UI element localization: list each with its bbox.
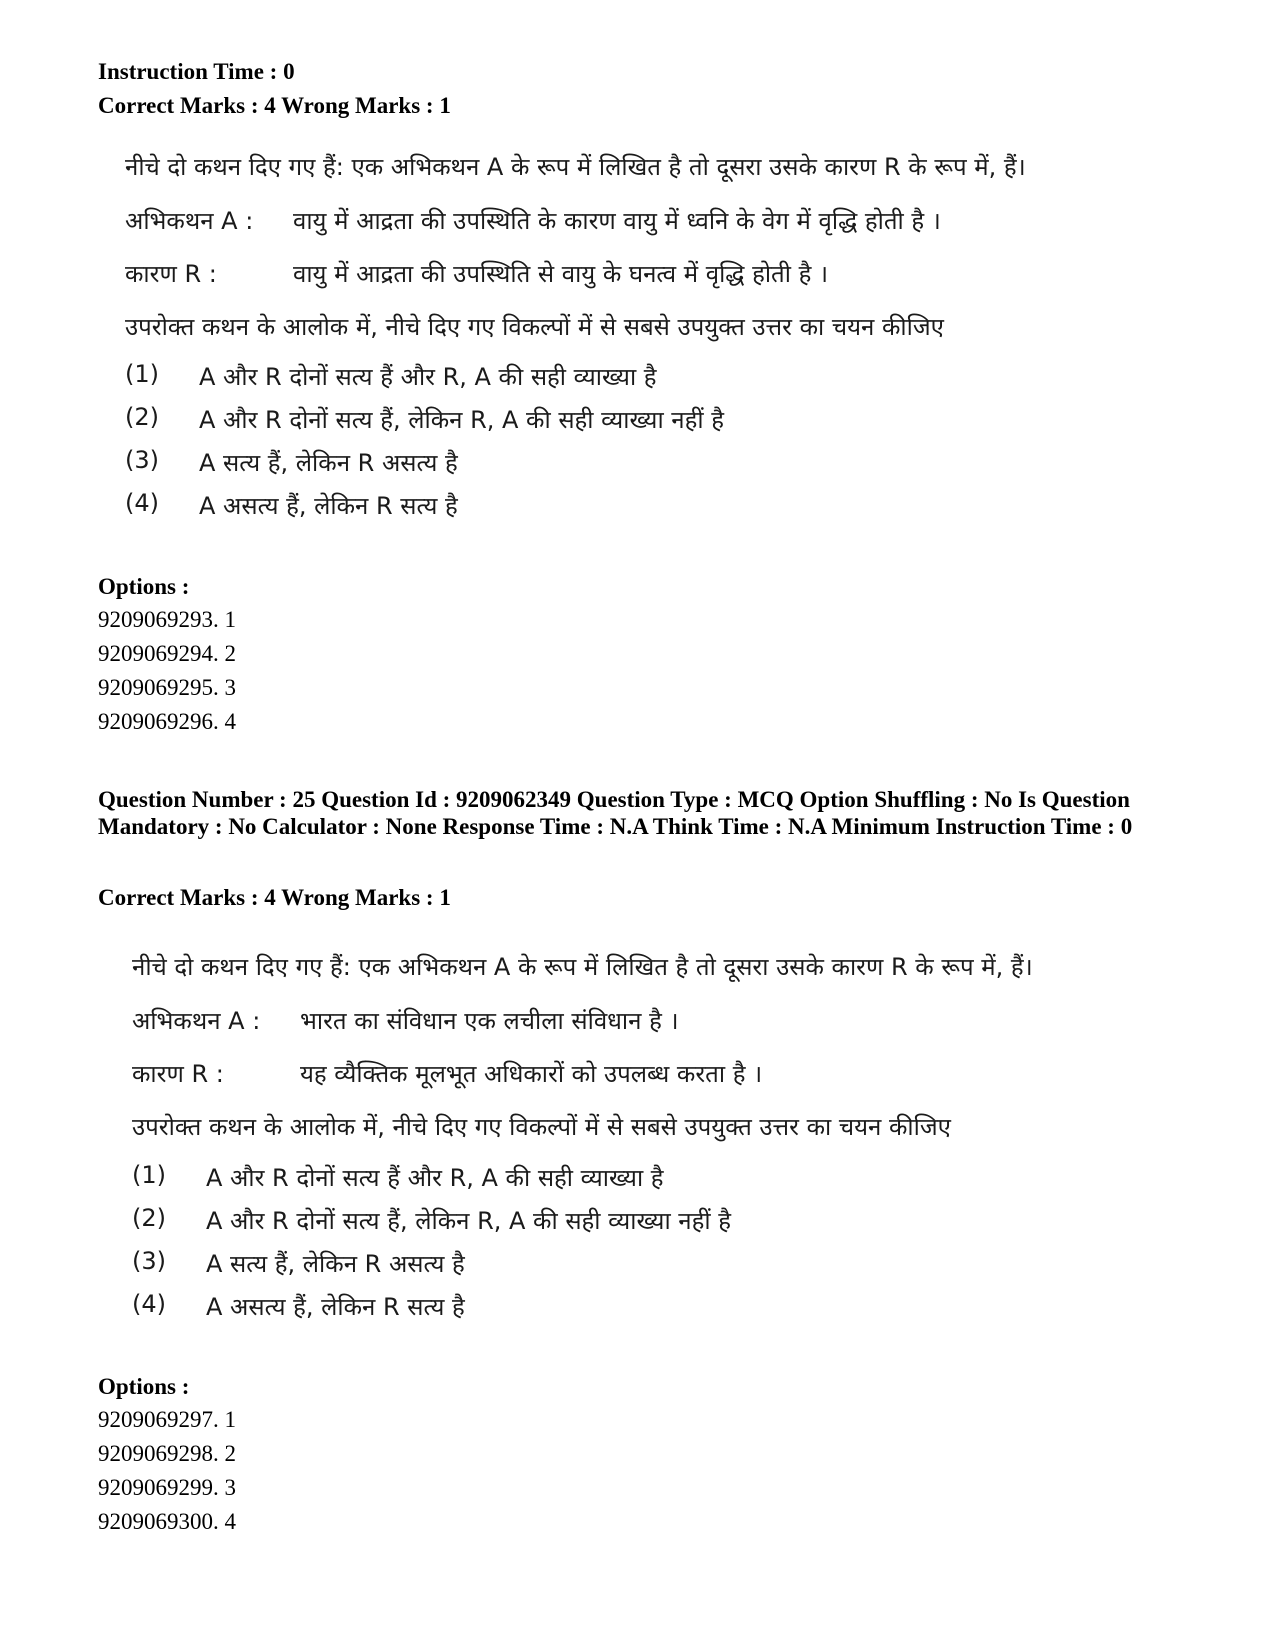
choice-text: A और R दोनों सत्य हैं और R, A की सही व्याख्या है — [199, 363, 657, 391]
options-label: Options : — [98, 574, 190, 599]
options-label: Options : — [98, 1374, 190, 1399]
choice-number: (4) — [132, 1290, 166, 1318]
choice-number: (4) — [125, 489, 159, 517]
option-item: 9209069298. 2 — [98, 1441, 236, 1466]
question-prompt: उपरोक्त कथन के आलोक में, नीचे दिए गए विकल्पों में से सबसे उपयुक्त उत्तर का चयन कीजिए — [132, 1113, 951, 1141]
choice-text: A और R दोनों सत्य हैं, लेकिन R, A की सही व्याख्या नहीं है — [206, 1207, 731, 1235]
question-intro: नीचे दो कथन दिए गए हैं: एक अभिकथन A के रूप में लिखित है तो दूसरा उसके कारण R के रूप में, हैं। — [125, 153, 1026, 181]
choice-text: A और R दोनों सत्य हैं और R, A की सही व्याख्या है — [206, 1164, 664, 1192]
choice-number: (1) — [125, 360, 159, 388]
option-item: 9209069297. 1 — [98, 1407, 236, 1432]
question-prompt: उपरोक्त कथन के आलोक में, नीचे दिए गए विकल्पों में से सबसे उपयुक्त उत्तर का चयन कीजिए — [125, 313, 944, 341]
choice-number: (1) — [132, 1161, 166, 1189]
assertion-text: भारत का संविधान एक लचीला संविधान है । — [300, 1007, 679, 1035]
instruction-time: Instruction Time : 0 — [98, 59, 295, 84]
choice-text: A सत्य हैं, लेकिन R असत्य है — [199, 449, 458, 477]
choice-number: (3) — [125, 446, 159, 474]
assertion-label: अभिकथन A : — [125, 207, 254, 235]
choice-number: (2) — [125, 403, 159, 431]
question-intro: नीचे दो कथन दिए गए हैं: एक अभिकथन A के रूप में लिखित है तो दूसरा उसके कारण R के रूप में, हैं। — [132, 953, 1033, 981]
choice-number: (2) — [132, 1204, 166, 1232]
reason-label: कारण R : — [125, 260, 217, 288]
marks-info: Correct Marks : 4 Wrong Marks : 1 — [98, 93, 451, 118]
option-item: 9209069295. 3 — [98, 675, 236, 700]
choice-text: A और R दोनों सत्य हैं, लेकिन R, A की सही व्याख्या नहीं है — [199, 406, 724, 434]
choice-text: A असत्य हैं, लेकिन R सत्य है — [206, 1293, 465, 1321]
assertion-text: वायु में आद्रता की उपस्थिति के कारण वायु में ध्वनि के वेग में वृद्धि होती है । — [293, 207, 941, 235]
option-item: 9209069299. 3 — [98, 1475, 236, 1500]
option-item: 9209069296. 4 — [98, 709, 236, 734]
question-image — [132, 950, 1132, 1340]
reason-label: कारण R : — [132, 1060, 224, 1088]
option-item: 9209069294. 2 — [98, 641, 236, 666]
choice-number: (3) — [132, 1247, 166, 1275]
reason-text: वायु में आद्रता की उपस्थिति से वायु के घनत्व में वृद्धि होती है । — [293, 260, 829, 288]
choice-text: A असत्य हैं, लेकिन R सत्य है — [199, 492, 458, 520]
reason-text: यह व्यैक्तिक मूलभूत अधिकारों को उपलब्ध करता है । — [300, 1060, 763, 1088]
option-item: 9209069293. 1 — [98, 607, 236, 632]
question-image — [125, 150, 1125, 540]
marks-info: Correct Marks : 4 Wrong Marks : 1 — [98, 885, 451, 910]
assertion-label: अभिकथन A : — [132, 1007, 261, 1035]
option-item: 9209069300. 4 — [98, 1509, 236, 1534]
question-header: Question Number : 25 Question Id : 9209062349 Question Type : MCQ Option Shuffling : No Is Question Mandatory : No Calculator : None Response Time : N.A Think Time : N.A Minimum Instruction Time : 0 — [98, 787, 1133, 839]
choice-text: A सत्य हैं, लेकिन R असत्य है — [206, 1250, 465, 1278]
